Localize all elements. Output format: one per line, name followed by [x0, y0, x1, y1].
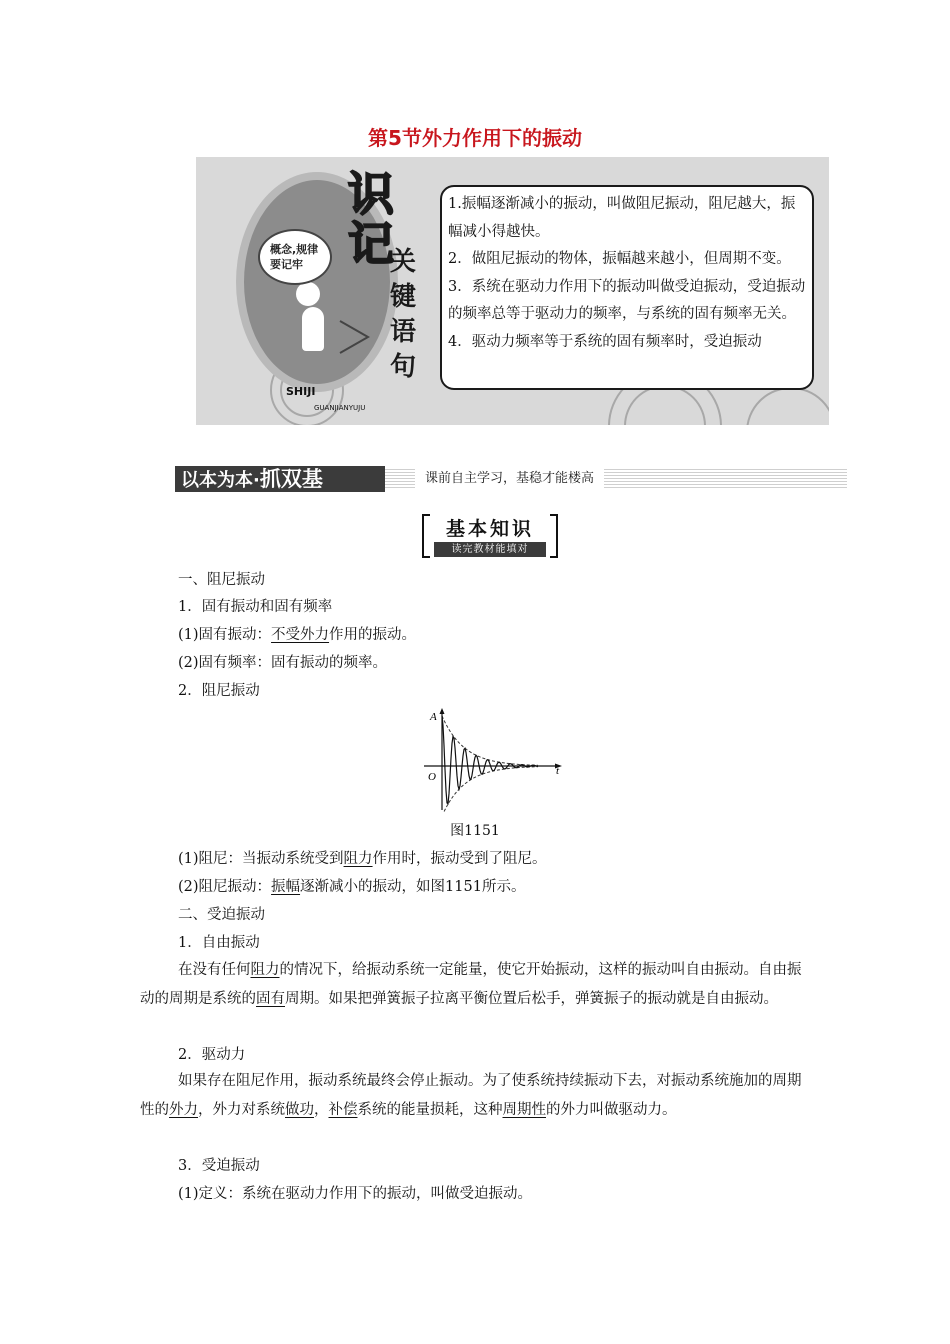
section-header-text: 以本为本·: [181, 470, 260, 491]
text: 在没有任何: [178, 962, 251, 978]
subheading: 2．驱动力: [178, 1047, 246, 1063]
key-point: 4．驱动力频率等于系统的固有频率时，受迫振动: [448, 333, 762, 350]
paragraph: [140, 1067, 812, 1125]
banner-char: 记: [348, 217, 394, 271]
key-point: 3．系统在驱动力作用下的振动叫做受迫振动，受迫振动的频率总等于驱动力的频率，与系统的固有频率无关。: [448, 278, 806, 322]
answer-underline: 振幅: [271, 879, 301, 895]
page-title: 第5节外力作用下的振动: [368, 126, 582, 150]
text: 周期。如果把弹簧振子拉离平衡位置后松手，弹簧振子的振动就是自由振动。: [285, 991, 778, 1007]
text: ，外力对系统: [198, 1102, 285, 1118]
answer-underline: 做功: [285, 1102, 314, 1118]
answer-underline: 阻力: [343, 851, 373, 867]
damped-oscillation-figure: [420, 708, 570, 816]
answer-underline: 外力: [169, 1102, 198, 1118]
knowledge-title: 基本知识: [445, 518, 534, 540]
answer-underline: 补偿: [328, 1102, 358, 1118]
answer-underline: 不受外力: [271, 627, 330, 643]
text-line: (2)固有频率：固有振动的频率。: [178, 655, 388, 671]
section-header-subtitle: 课前自主学习，基稳才能楼高: [415, 469, 604, 489]
arrow-icon: [334, 317, 374, 357]
text-line: (1)定义：系统在驱动力作用下的振动，叫做受迫振动。: [178, 1186, 533, 1202]
speech-bubble: [258, 229, 332, 285]
text: 的外力叫做驱动力。: [546, 1102, 677, 1118]
text-line: [178, 849, 547, 869]
figure-caption: 图1151: [450, 823, 500, 839]
banner-label: GUANJIANYUJU: [314, 404, 366, 412]
axis-label-t: t: [556, 765, 560, 777]
text: 的情况下，给振动系统一定能量，使它开始振动，这样的振动叫自由振动。自由振动的周期是系统的: [140, 962, 802, 1007]
key-sentences-banner: [196, 157, 829, 425]
bubble-line: 要记牢: [270, 258, 303, 271]
banner-char: 句: [390, 352, 417, 382]
text: (2)阻尼振动：: [178, 879, 272, 895]
axis-label-o: O: [428, 771, 436, 783]
subheading: 2．阻尼振动: [178, 683, 260, 699]
decor-ring: [746, 387, 829, 425]
key-point: 2．做阻尼振动的物体，振幅越来越小，但周期不变。: [448, 251, 791, 267]
answer-underline: 周期性: [502, 1102, 546, 1118]
section-header-strong: 抓双基: [259, 467, 323, 491]
text: 系统的能量损耗，这种: [357, 1102, 503, 1118]
knowledge-subtitle: 读完教材能填对: [434, 542, 546, 557]
heading-damped: 一、阻尼振动: [178, 572, 265, 588]
key-points-box: [440, 185, 814, 390]
text: (1)固有振动：: [178, 627, 272, 643]
subheading: 3．受迫振动: [178, 1158, 260, 1174]
text: 逐渐减小的振动，如图1151所示。: [300, 879, 526, 895]
text: 作用时，振动受到了阻尼。: [372, 851, 547, 867]
damped-oscillation-graph: [420, 708, 570, 812]
banner-char: 语: [390, 317, 417, 347]
answer-underline: 阻力: [250, 962, 280, 978]
banner-char: 识: [348, 167, 394, 221]
text-line: [178, 625, 416, 645]
answer-underline: 固有: [256, 991, 285, 1007]
section-header-title: [175, 466, 385, 492]
knowledge-heading: [426, 514, 554, 560]
heading-forced: 二、受迫振动: [178, 907, 265, 923]
person-icon: [296, 282, 320, 306]
text-line: [178, 877, 525, 897]
banner-char: 键: [390, 282, 417, 312]
banner-char: 关: [390, 247, 417, 277]
text: ，: [314, 1102, 329, 1118]
text: 如果存在阻尼作用，振动系统最终会停止振动。为了使系统持续振动下去，对振动系统施加的周期性的: [140, 1073, 802, 1118]
key-point: 1.振幅逐渐减小的振动，叫做阻尼振动，阻尼越大，振幅减小得越快。: [448, 196, 796, 240]
subheading: 1．自由振动: [178, 935, 260, 951]
text: 作用的振动。: [329, 627, 417, 643]
paragraph: [140, 956, 812, 1014]
section-header: [175, 466, 847, 492]
axis-label-a: A: [430, 711, 437, 723]
person-icon: [302, 307, 324, 351]
banner-label: SHIJI: [286, 385, 316, 398]
bubble-line: 概念,规律: [270, 243, 319, 256]
subheading: 1．固有振动和固有频率: [178, 599, 333, 615]
text: (1)阻尼：当振动系统受到: [178, 851, 344, 867]
